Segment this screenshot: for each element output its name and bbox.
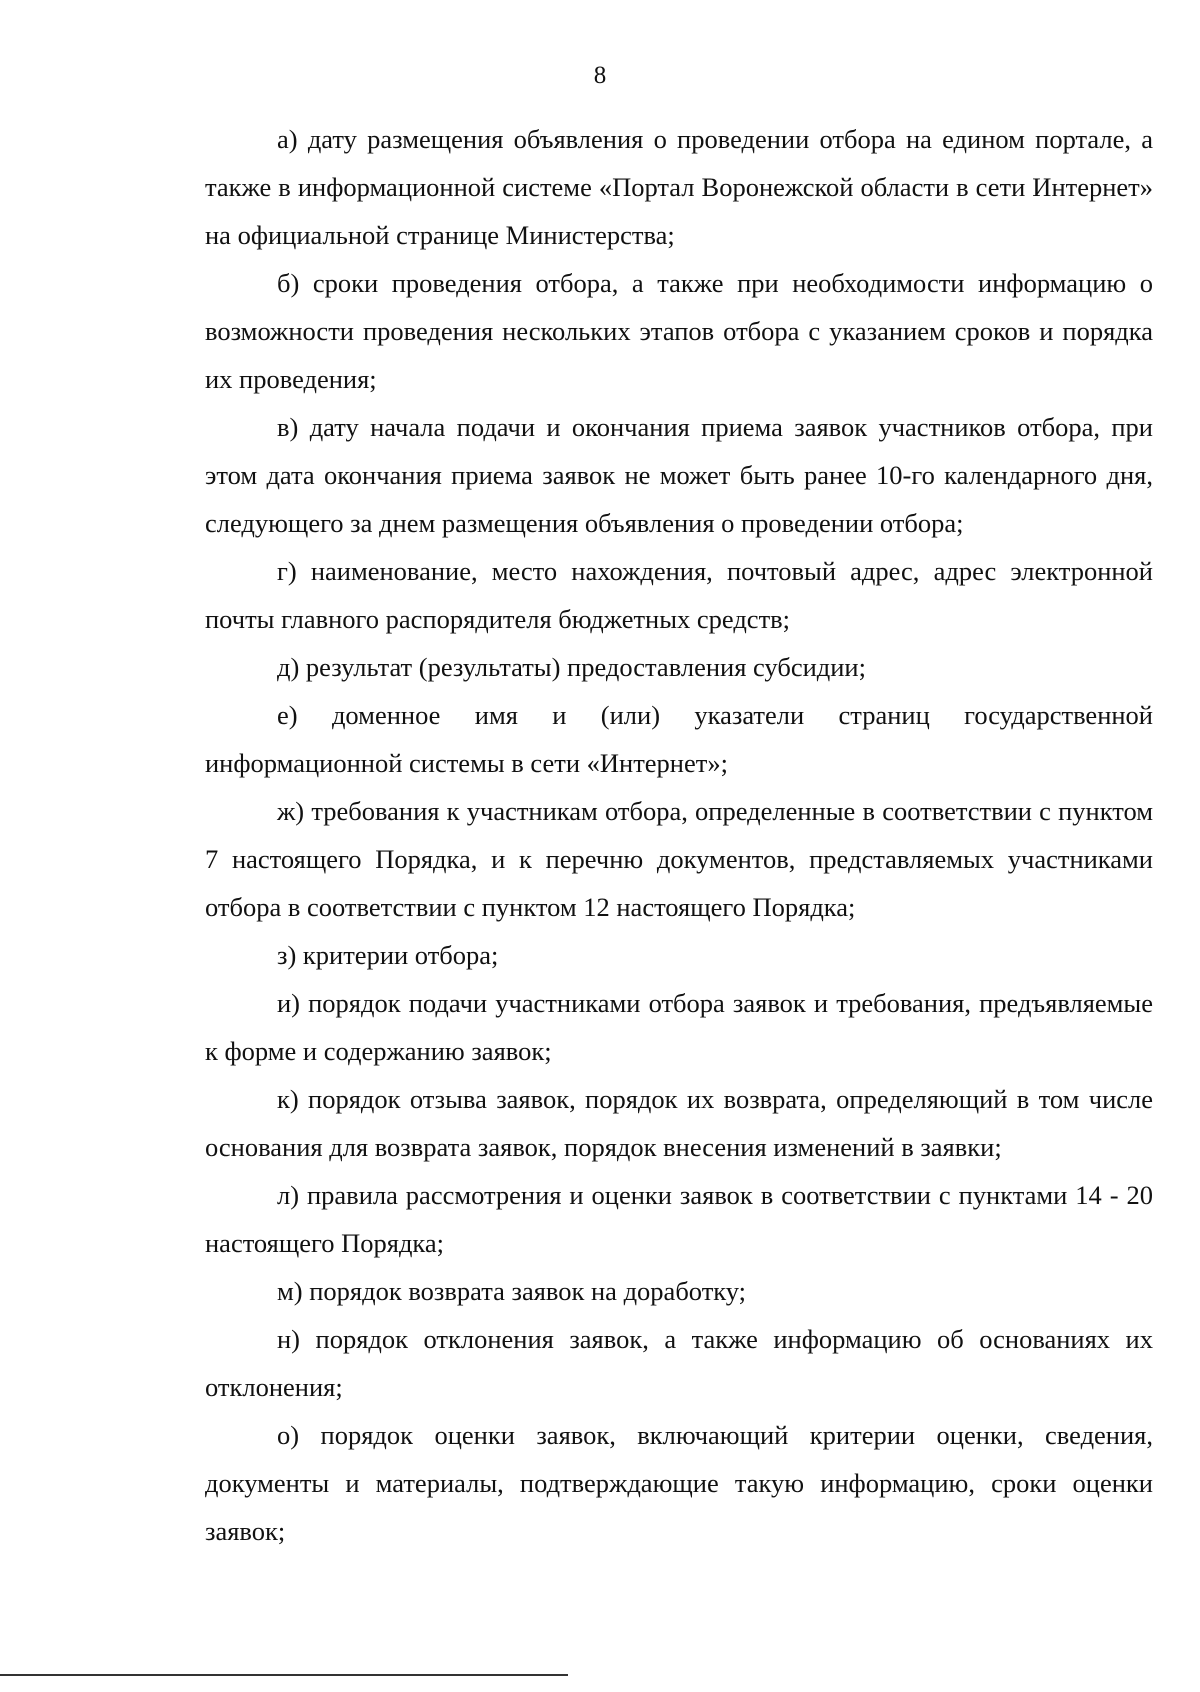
list-item-a: а) дату размещения объявления о проведении отбора на едином портале, а также в информационной системе «Портал Воронежской области в сети Интернет» на официальной странице Министерства; — [205, 124, 1153, 250]
list-item-n: н) порядок отклонения заявок, а также информацию об основаниях их отклонения; — [205, 1324, 1153, 1402]
list-item-m: м) порядок возврата заявок на доработку; — [277, 1276, 747, 1306]
list-item-zh: ж) требования к участникам отбора, определенные в соответствии с пунктом 7 настоящего Порядка, и к перечню документов, представляемых участниками отбора в соответствии с пунктом 12 настоящего Порядка; — [205, 796, 1153, 922]
list-item-d: д) результат (результаты) предоставления субсидии; — [277, 652, 866, 682]
list-item-b: б) сроки проведения отбора, а также при необходимости информацию о возможности проведения нескольких этапов отбора с указанием сроков и порядка их проведения; — [205, 268, 1153, 394]
list-item-g: г) наименование, место нахождения, почтовый адрес, адрес электронной почты главного распорядителя бюджетных средств; — [205, 556, 1153, 634]
list-item-k: к) порядок отзыва заявок, порядок их возврата, определяющий в том числе основания для возврата заявок, порядок внесения изменений в заявки; — [205, 1084, 1153, 1162]
list-item-o: о) порядок оценки заявок, включающий критерии оценки, сведения, документы и материалы, подтверждающие такую информацию, сроки оценки заявок; — [205, 1420, 1153, 1546]
list-item-e: е) доменное имя и (или) указатели страниц государственной информационной системы в сети «Интернет»; — [205, 700, 1153, 778]
document-body — [205, 115, 1153, 1555]
list-item-z: з) критерии отбора; — [277, 940, 499, 970]
list-item-l: л) правила рассмотрения и оценки заявок в соответствии с пунктами 14 - 20 настоящего Порядка; — [205, 1180, 1153, 1258]
page-number: 8 — [593, 62, 607, 89]
list-item-v: в) дату начала подачи и окончания приема заявок участников отбора, при этом дата окончания приема заявок не может быть ранее 10-го календарного дня, следующего за днем размещения объявления о проведении отбора; — [205, 412, 1153, 538]
footer-divider — [0, 1674, 568, 1676]
list-item-i: и) порядок подачи участниками отбора заявок и требования, предъявляемые к форме и содержанию заявок; — [205, 988, 1153, 1066]
